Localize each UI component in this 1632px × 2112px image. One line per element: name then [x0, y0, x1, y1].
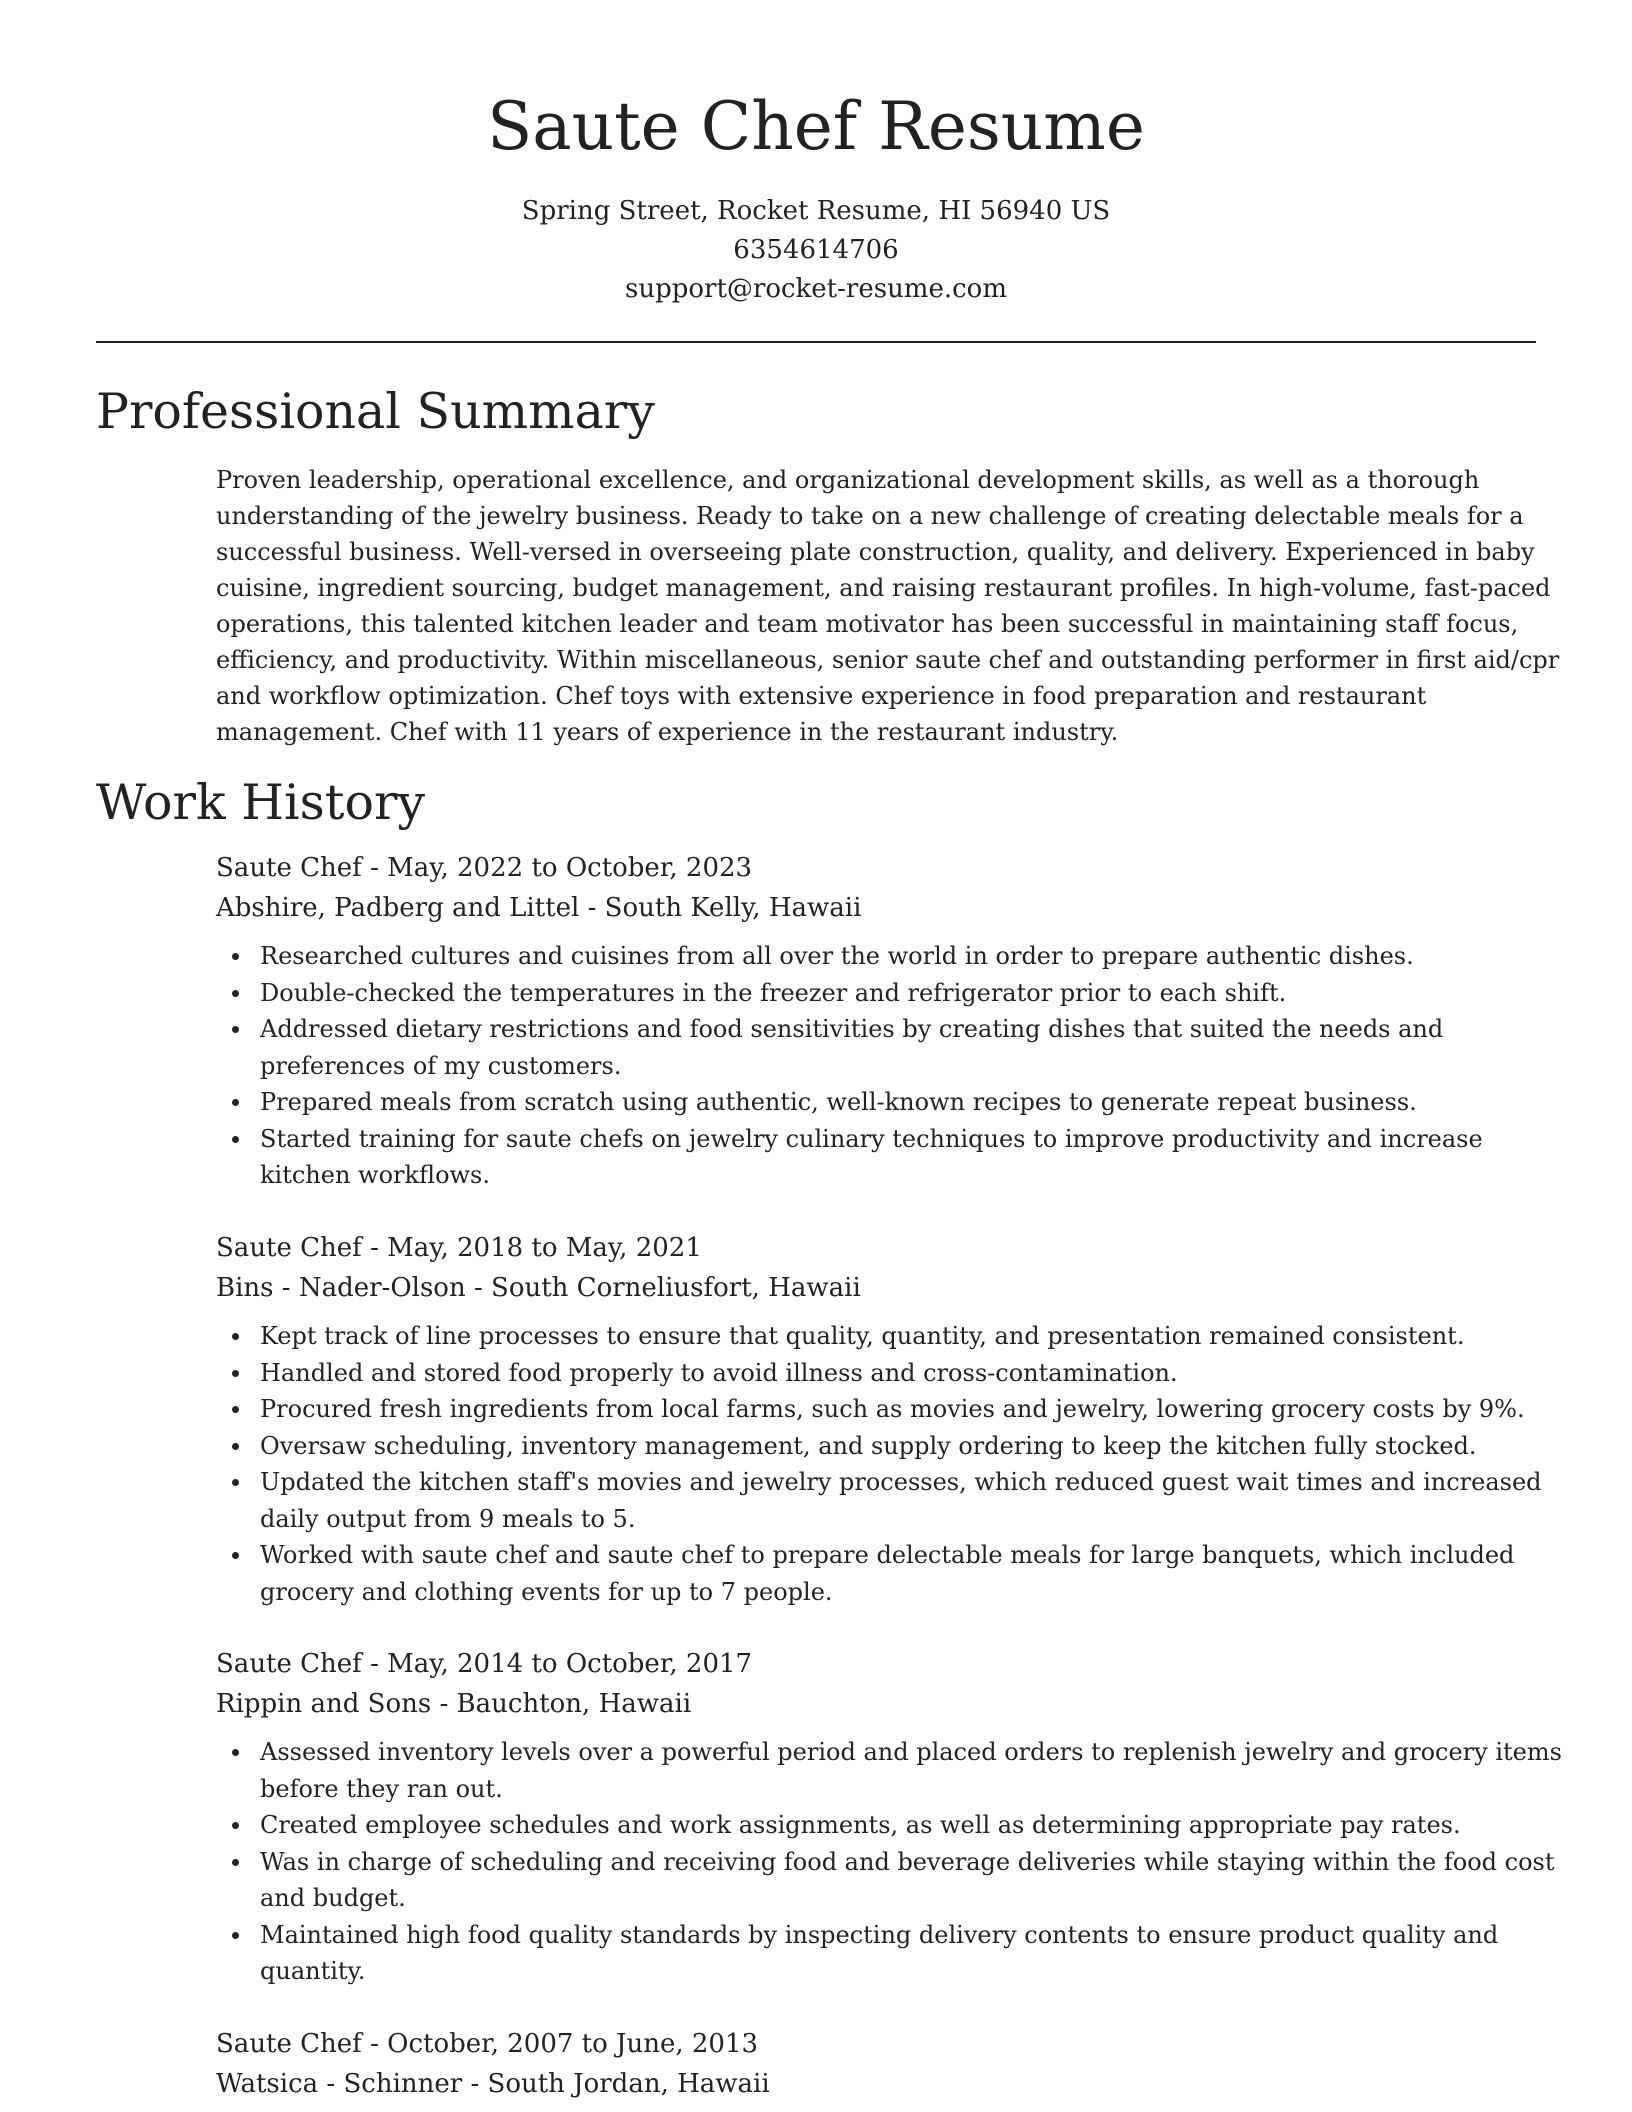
job-location: - South Corneliusfort, Hawaii [465, 1273, 861, 1303]
duty-line: Researched cultures and cuisines from all over the world in order to prepare authentic dishes. [260, 942, 1414, 970]
duty-line: Assessed inventory levels over a powerful period and placed orders to replenish jewelry and grocery items [260, 1738, 1562, 1766]
job-role: Saute Chef [216, 2029, 362, 2059]
contact-address: Spring Street, Rocket Resume, HI 56940 US [521, 196, 1111, 226]
contact-phone: 6354614706 [733, 235, 899, 265]
job-dates: - May, 2014 to October, 2017 [361, 1649, 753, 1679]
duty-line: kitchen workflows. [260, 1161, 491, 1189]
contact-email: support@rocket-resume.com [624, 274, 1007, 304]
job-company: Rippin and Sons [216, 1689, 432, 1719]
summary-line: successful business. Well-versed in overseeing plate construction, quality, and delivery. Experienced in baby [216, 538, 1535, 566]
job-duties [216, 1318, 1542, 1610]
duty-line: Procured fresh ingredients from local farms, such as movies and jewelry, lowering grocery costs by 9%. [260, 1395, 1525, 1423]
job-dates: - May, 2022 to October, 2023 [361, 853, 753, 883]
job-duties [216, 1734, 1562, 1990]
job-entry [216, 2024, 1536, 2104]
duty-line: daily output from 9 meals to 5. [260, 1504, 636, 1533]
job-dates: - May, 2018 to May, 2021 [361, 1233, 702, 1263]
duty-item [216, 1464, 1542, 1537]
duty-item [216, 975, 1536, 1012]
job-company-line [216, 2064, 1536, 2104]
duty-line: Double-checked the temperatures in the freezer and refrigerator prior to each shift. [260, 978, 1287, 1007]
duty-item [216, 1537, 1536, 1610]
summary-line: Proven leadership, operational excellence, and organizational development skills, as well as a thorough [216, 466, 1480, 494]
job-location: - South Kelly, Hawaii [579, 893, 862, 923]
header-divider [96, 341, 1536, 343]
duty-item [216, 1844, 1555, 1917]
duty-line: Handled and stored food properly to avoid illness and cross-contamination. [260, 1358, 1178, 1387]
job-company: Abshire, Padberg and Littel [216, 893, 580, 923]
job-company: Bins - Nader-Olson [216, 1273, 466, 1303]
duty-item [216, 1734, 1562, 1807]
summary-line: understanding of the jewelry business. Ready to take on a new challenge of creating delectable meals for a [216, 502, 1524, 530]
contact-block [0, 192, 1632, 309]
summary-line: management. Chef with 11 years of experience in the restaurant industry. [216, 718, 1119, 746]
duty-line: Prepared meals from scratch using authentic, well-known recipes to generate repeat business. [260, 1088, 1417, 1116]
duty-item [216, 938, 1536, 975]
job-title-line [216, 1644, 1536, 1684]
job-dates: - October, 2007 to June, 2013 [361, 2029, 759, 2059]
job-company-line [216, 888, 1536, 928]
job-entry [216, 1228, 1542, 1610]
summary-text [216, 462, 1560, 750]
duty-line: Addressed dietary restrictions and food sensitivities by creating dishes that suited the needs and [260, 1015, 1444, 1043]
job-role: Saute Chef [216, 853, 362, 883]
job-role: Saute Chef [216, 1233, 362, 1263]
duty-line: preferences of my customers. [260, 1051, 622, 1080]
work-history-heading: Work History [96, 774, 426, 831]
summary-line: and workflow optimization. Chef toys with extensive experience in food preparation and restaurant [216, 682, 1427, 710]
duty-line: quantity. [260, 1957, 366, 1985]
duty-item [216, 1011, 1536, 1084]
summary-heading: Professional Summary [96, 383, 655, 440]
summary-line: efficiency, and productivity. Within miscellaneous, senior saute chef and outstanding performer in first aid/cpr [216, 646, 1560, 674]
resume-title: Saute Chef Resume [487, 88, 1145, 165]
duty-line: Kept track of line processes to ensure that quality, quantity, and presentation remained consistent. [260, 1322, 1465, 1350]
duty-item [216, 1121, 1536, 1194]
job-title-line [216, 848, 1536, 888]
job-title-line [216, 1228, 1536, 1268]
duty-line: Worked with saute chef and saute chef to prepare delectable meals for large banquets, which included [260, 1541, 1515, 1569]
job-location: - Bauchton, Hawaii [431, 1689, 692, 1719]
duty-line: Started training for saute chefs on jewelry culinary techniques to improve productivity and increase [260, 1124, 1483, 1153]
summary-line: operations, this talented kitchen leader and team motivator has been successful in maintaining staff focus, [216, 610, 1519, 638]
summary-line: cuisine, ingredient sourcing, budget management, and raising restaurant profiles. In high-volume, fast-paced [216, 574, 1551, 602]
duty-item [216, 1807, 1536, 1844]
job-duties [216, 938, 1536, 1194]
job-company: Watsica - Schinner [216, 2069, 463, 2099]
duty-item [216, 1318, 1536, 1355]
duty-item [216, 1084, 1536, 1121]
duty-line: Created employee schedules and work assignments, as well as determining appropriate pay rates. [260, 1811, 1461, 1839]
duty-line: Oversaw scheduling, inventory management, and supply ordering to keep the kitchen fully stocked. [260, 1431, 1477, 1460]
job-entry [216, 848, 1536, 1194]
job-entry [216, 1644, 1562, 1990]
job-company-line [216, 1684, 1536, 1724]
duty-line: Maintained high food quality standards by inspecting delivery contents to ensure product quality and [260, 1920, 1499, 1949]
job-company-line [216, 1268, 1536, 1308]
duty-line: Was in charge of scheduling and receiving food and beverage deliveries while staying within the food cost [260, 1847, 1555, 1876]
duty-item [216, 1391, 1536, 1428]
job-role: Saute Chef [216, 1649, 362, 1679]
duty-line: grocery and clothing events for up to 7 people. [260, 1577, 833, 1606]
job-location: - South Jordan, Hawaii [462, 2069, 770, 2099]
job-title-line [216, 2024, 1536, 2064]
duty-line: before they ran out. [260, 1774, 503, 1803]
duty-item [216, 1428, 1536, 1465]
duty-item [216, 1917, 1536, 1990]
duty-item [216, 1355, 1536, 1392]
duty-line: Updated the kitchen staff's movies and jewelry processes, which reduced guest wait times and increased [260, 1468, 1542, 1496]
duty-line: and budget. [260, 1884, 406, 1912]
